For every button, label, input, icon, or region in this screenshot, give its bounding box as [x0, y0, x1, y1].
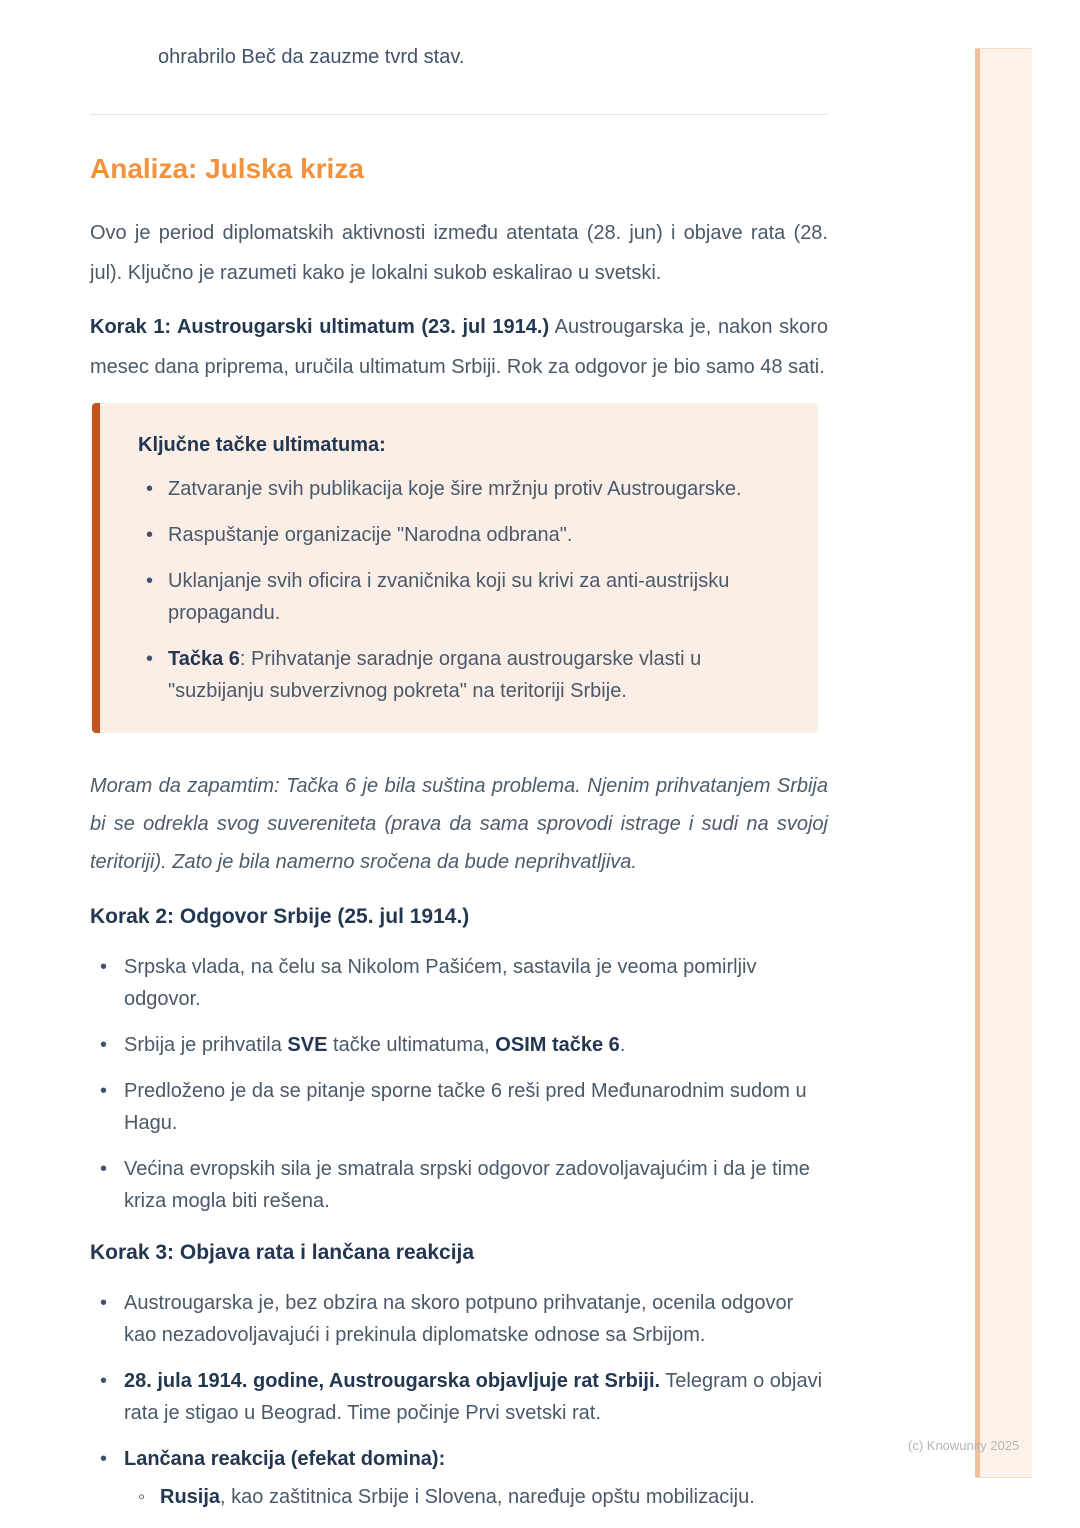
intro-paragraph: Ovo je period diplomatskih aktivnosti između atentata (28. jun) i objave rata (28. jul). Ključno je razumeti kako je lokalni sukob eskalirao u svetski.	[90, 222, 828, 284]
list-item-bold: OSIM tačke 6	[495, 1034, 620, 1056]
list-item-bold: 28. jula 1914. godine, Austrougarska objavljuje rat Srbiji.	[124, 1370, 661, 1392]
list-item-bold: Lančana reakcija (efekat domina):	[124, 1448, 446, 1470]
list-item-text: Većina evropskih sila je smatrala srpski odgovor zadovoljavajućim i da je time kriza mogla biti rešena.	[124, 1158, 810, 1212]
callout-item	[138, 519, 790, 551]
callout-title: Ključne tačke ultimatuma:	[138, 434, 386, 456]
callout-list	[138, 473, 790, 707]
section-divider	[90, 114, 828, 115]
korak2-list	[90, 951, 828, 1217]
list-item	[90, 1153, 828, 1217]
list-item	[90, 1443, 828, 1513]
sub-list-item	[124, 1481, 828, 1513]
callout-item-text: Uklanjanje svih oficira i zvaničnika koji su krivi za anti-austrijsku propagandu.	[168, 570, 730, 624]
callout-item	[138, 565, 790, 629]
list-item-bold: SVE	[287, 1034, 328, 1056]
list-item-text: Austrougarska je, bez obzira na skoro potpuno prihvatanje, ocenila odgovor kao nezadovoljavajući i prekinula diplomatske odnose sa Srbijom.	[124, 1292, 794, 1346]
key-points-callout	[92, 403, 818, 733]
list-item-text: tačke ultimatuma,	[327, 1034, 496, 1056]
korak3-title: Korak 3: Objava rata i lančana reakcija	[90, 1241, 475, 1264]
list-item-text: Srbija je prihvatila	[124, 1034, 288, 1056]
callout-item	[138, 643, 790, 707]
copyright-notice: (c) Knowunity 2025	[908, 1438, 1020, 1453]
korak1-lead: Korak 1: Austrougarski ultimatum (23. jul 1914.)	[90, 316, 550, 338]
content-column	[90, 0, 828, 1513]
list-item	[90, 1365, 828, 1429]
korak2-title: Korak 2: Odgovor Srbije (25. jul 1914.)	[90, 905, 470, 928]
chain-reaction-sublist	[124, 1481, 828, 1513]
reminder-note: Moram da zapamtim: Tačka 6 je bila suština problema. Njenim prihvatanjem Srbija bi se odrekla svog suvereniteta (prava da sama sprovodi istrage i sudi na svojoj teritoriji). Zato je bila namerno sročena da bude neprihvatljiva.	[90, 775, 828, 873]
section-title: Analiza: Julska kriza	[90, 153, 364, 184]
list-item	[90, 1287, 828, 1351]
sub-list-item-text: , kao zaštitnica Srbije i Slovena, naređuje opštu mobilizaciju.	[220, 1486, 755, 1508]
list-item	[90, 1029, 828, 1061]
korak3-list	[90, 1287, 828, 1513]
list-item	[90, 1075, 828, 1139]
korak1-paragraph	[90, 307, 828, 387]
continuation-text: ohrabrilo Beč da zauzme tvrd stav.	[158, 46, 465, 68]
callout-item-text: : Prihvatanje saradnje organa austrougarske vlasti u "suzbijanju subverzivnog pokreta" na teritoriji Srbije.	[168, 648, 702, 702]
callout-item-text: Zatvaranje svih publikacija koje šire mržnju protiv Austrougarske.	[168, 478, 742, 500]
list-item	[90, 951, 828, 1015]
list-item-text: Telegram o objavi rata je stigao u Beograd. Time počinje Prvi svetski rat.	[124, 1370, 823, 1424]
callout-item-text: Raspuštanje organizacije "Narodna odbrana".	[168, 524, 573, 546]
list-item-text: .	[619, 1034, 626, 1056]
list-item-text: Srpska vlada, na čelu sa Nikolom Pašićem, sastavila je veoma pomirljiv odgovor.	[124, 956, 757, 1010]
list-item-text: Predloženo je da se pitanje sporne tačke 6 reši pred Međunarodnim sudom u Hagu.	[124, 1080, 807, 1134]
korak1-rest: Austrougarska je, nakon skoro mesec dana priprema, uručila ultimatum Srbiji. Rok za odgovor je bio samo 48 sati.	[90, 316, 828, 378]
callout-item	[138, 473, 790, 505]
sub-list-item-bold: Rusija	[160, 1486, 221, 1508]
callout-item-lead: Tačka 6	[168, 648, 240, 670]
page-edge-strip	[975, 48, 1032, 1478]
